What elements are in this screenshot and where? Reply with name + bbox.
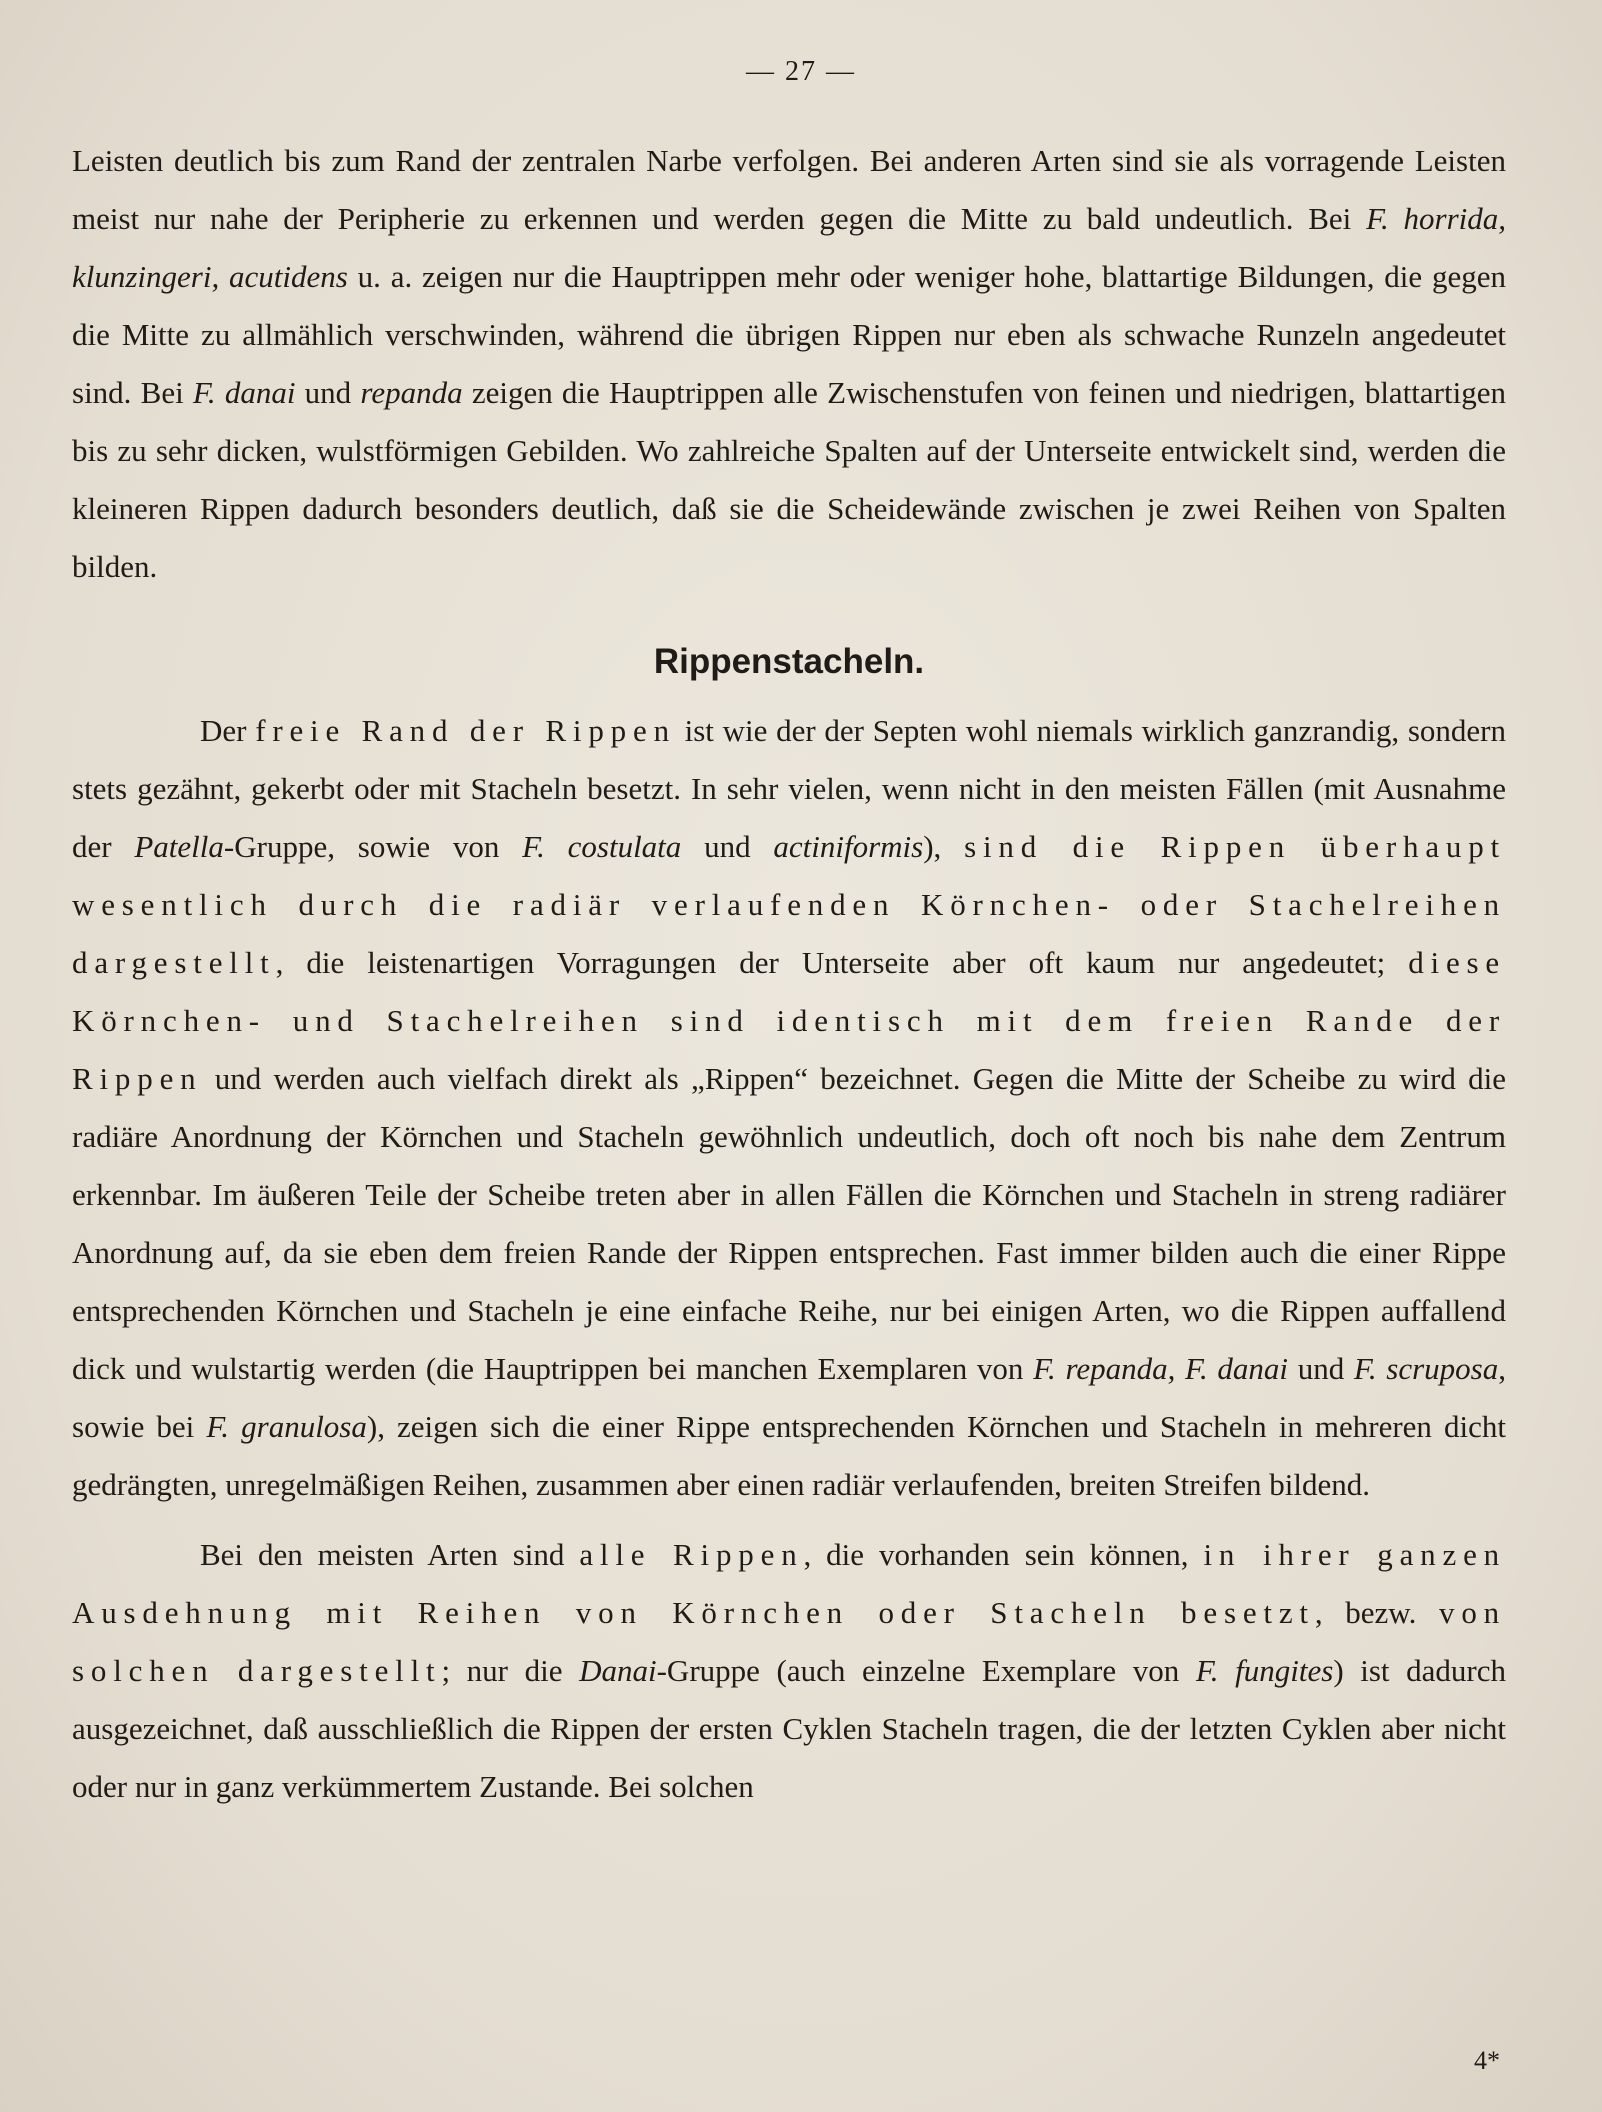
italic-run: actiniformis [773,829,924,864]
paragraph [72,132,1506,596]
text-run: , die vorhanden sein können, [803,1537,1204,1572]
text-run: Bei den meisten Arten sind [200,1537,580,1572]
text-run: , die leistenartigen Vorragungen der Unterseite aber oft kaum nur angedeutet; [275,945,1409,980]
spaced-run: freie Rand der Rippen [255,713,676,748]
spaced-run: sind die Rippen überhaupt wesentlich durch die radiär verlaufenden Körnchen- oder Stachelreihen dargestellt [72,829,1506,980]
body-text [72,132,1506,1816]
italic-run: Patella [134,829,224,864]
italic-run: F. danai [192,375,296,410]
italic-run: F. horrida, klunzingeri, acutidens [72,201,1507,294]
spaced-run: diese Körnchen- und Stachelreihen sind identisch mit dem freien Rande der Rippen [72,945,1506,1096]
text-run: Leisten deutlich bis zum Rand der zentralen Narbe verfolgen. Bei anderen Arten sind sie als vorragende Leisten meist nur nahe der Peripherie zu erkennen und werden gegen die Mitte zu bald undeutlich. Bei [72,143,1506,236]
text-run: ), zeigen sich die einer Rippe entsprechenden Körnchen und Stacheln in mehreren dicht gedrängten, unregelmäßigen Reihen, zusammen aber einen radiär verlaufenden, breiten Streifen bildend. [72,1409,1506,1502]
text-run: ) ist dadurch ausgezeichnet, daß ausschließlich die Rippen der ersten Cyklen Stacheln tragen, die der letzten Cyklen aber nicht oder nur in ganz verkümmertem Zustande. Bei solchen [72,1653,1506,1804]
text-run: u. a. zeigen nur die Hauptrippen mehr oder weniger hohe, blattartige Bildungen, die gegen die Mitte zu allmählich verschwinden, während die übrigen Rippen nur eben als schwache Runzeln angedeutet sind. Bei [72,259,1506,410]
italic-run: F. granulosa [206,1409,367,1444]
text-run: zeigen die Hauptrippen alle Zwischenstufen von feinen und niedrigen, blattartigen bis zu sehr dicken, wulstförmigen Gebilden. Wo zahlreiche Spalten auf der Unterseite entwickelt sind, werden die kleineren Rippen dadurch besonders deutlich, daß sie die Scheidewände zwischen je zwei Reihen von Spalten bilden. [72,375,1506,584]
spaced-run: in ihrer ganzen Ausdehnung mit Reihen von Körnchen oder Stacheln besetzt [72,1537,1506,1630]
text-run: ), [923,829,965,864]
italic-run: F. fungites [1195,1653,1334,1688]
italic-run: F. repanda, F. danai [1033,1351,1289,1386]
italic-run: Danai [579,1653,657,1688]
paragraph [72,702,1506,1514]
signature-mark: 4* [1474,2046,1500,2075]
text-run: und werden auch vielfach direkt als „Rippen“ bezeichnet. Gegen die Mitte der Scheibe zu wird die radiäre Anordnung der Körnchen und Stacheln gewöhnlich undeutlich, doch oft noch bis nahe dem Zentrum erkennbar. Im äußeren Teile der Scheibe treten aber in allen Fällen die Körnchen und Stacheln in streng radiärer Anordnung auf, da sie eben dem freien Rande der Rippen entsprechen. Fast immer bilden auch die einer Rippe entsprechenden Körnchen und Stacheln je eine einfache Reihe, nur bei einigen Arten, wo die Rippen auffallend dick und wulstartig werden (die Hauptrippen bei manchen Exemplaren von [72,1061,1506,1386]
text-run: , sowie bei [72,1351,1506,1444]
paragraph [72,1526,1506,1816]
page-number: — 27 — [746,56,856,87]
italic-run: repanda [360,375,463,410]
spaced-run: alle Rippen [579,1537,804,1572]
text-run: und [1288,1351,1354,1386]
text-run: , bezw. [1314,1595,1440,1630]
text-run: und [681,829,774,864]
text-run: ist wie der der Septen wohl niemals wirklich ganzrandig, sondern stets gezähnt, gekerbt oder mit Stacheln besetzt. In sehr vielen, wenn nicht in den meisten Fällen (mit Ausnahme der [72,713,1506,864]
text-run: ; nur die [441,1653,580,1688]
italic-run: F. costulata [522,829,682,864]
text-run: und [295,375,361,410]
text-run: -Gruppe (auch einzelne Exemplare von [656,1653,1196,1688]
section-heading: Rippenstacheln. [653,642,925,681]
spaced-run: von solchen dargestellt [72,1595,1506,1688]
text-run: -Gruppe, sowie von [223,829,523,864]
italic-run: F. scruposa [1353,1351,1499,1386]
text-run: Der [200,713,256,748]
